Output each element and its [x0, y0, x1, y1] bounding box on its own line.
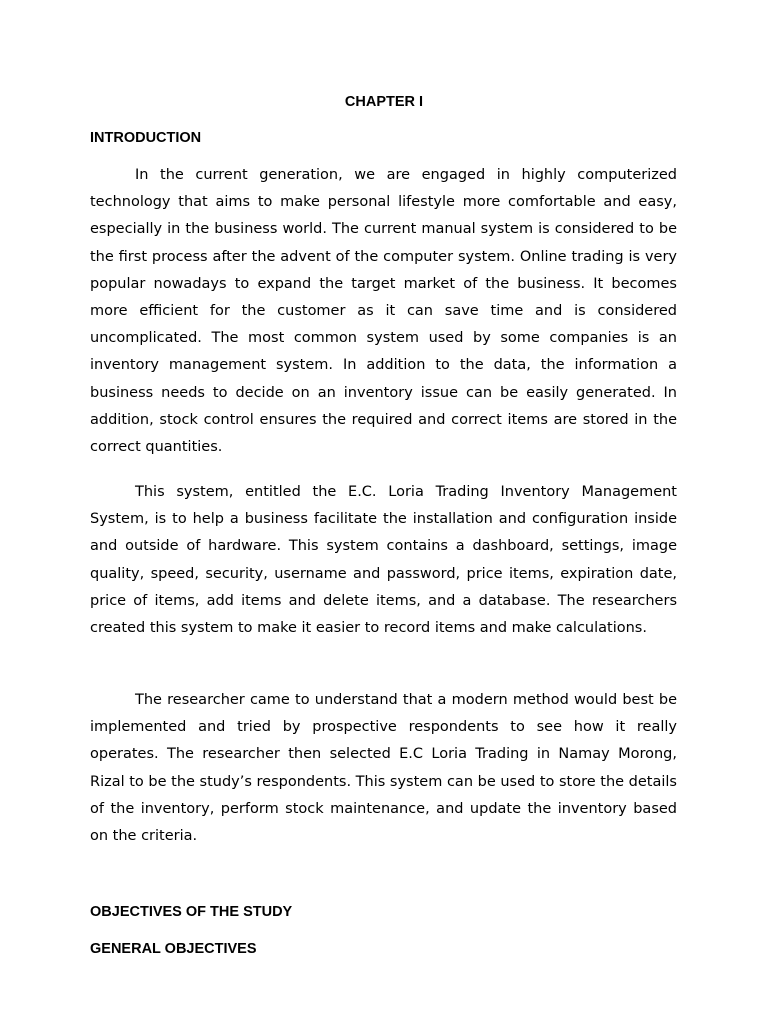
intro-paragraph-3: The researcher came to understand that a modern method would best be implemented and tried by prospective respondents to see how it really operates. The researcher then selected E.C Loria Trading in Namay Morong, Rizal to be the study’s respondents. This system can be used to store the details of the inventory, perform stock maintenance, and update the inventory based on the criteria.: [90, 692, 677, 845]
general-objectives-heading: GENERAL OBJECTIVES: [90, 941, 257, 957]
introduction-heading: INTRODUCTION: [90, 130, 202, 146]
intro-paragraph-2: This system, entitled the E.C. Loria Trading Inventory Management System, is to help a business facilitate the installation and configuration inside and outside of hardware. This system contains a dashboard, settings, image quality, speed, security, username and password, price items, expiration date, price of items, add items and delete items, and a database. The researchers created this system to make it easier to record items and make calculations.: [90, 484, 677, 637]
chapter-title: CHAPTER I: [344, 94, 424, 110]
intro-paragraph-1: In the current generation, we are engaged in highly computerized technology that aims to make personal lifestyle more comfortable and easy, especially in the business world. The current manual system is considered to be the first process after the advent of the computer system. Online trading is very popular nowadays to expand the target market of the business. It becomes more efficient for the customer as it can save time and is considered uncomplicated. The most common system used by some companies is an inventory management system. In addition to the data, the information a business needs to decide on an inventory issue can be easily generated. In addition, stock control ensures the required and correct items are stored in the correct quantities.: [90, 167, 677, 456]
objectives-heading: OBJECTIVES OF THE STUDY: [90, 904, 293, 920]
